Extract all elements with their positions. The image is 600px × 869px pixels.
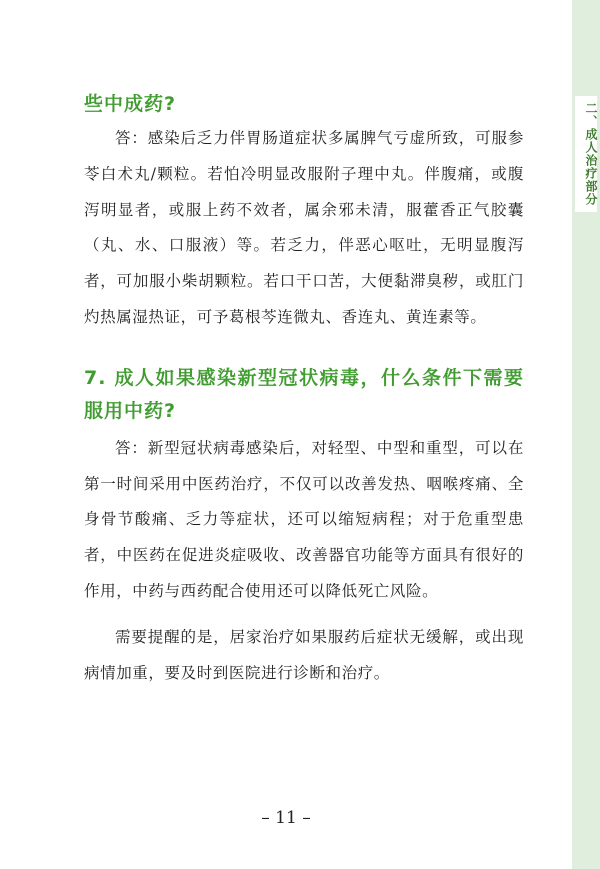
question-7-heading: 7. 成人如果感染新型冠状病毒，什么条件下需要服用中药? — [84, 366, 524, 422]
chapter-label: 二、成人治疗部分 — [575, 96, 597, 212]
question-7-answer: 答：新型冠状病毒感染后，对轻型、中型和重型，可以在第一时间采用中医药治疗，不仅可以改善发热、咽喉疼痛、全身骨节酸痛、乏力等症状，还可以缩短病程；对于危重型患者，中医药在促进炎症吸收、改善器官功能等方面具有很好的作用，中药与西药配合使用还可以降低死亡风险。 — [84, 438, 524, 600]
question-6-answer: 答：感染后乏力伴胃肠道症状多属脾气亏虚所致，可服参苓白术丸/颗粒。若怕冷明显改服附子理中丸。伴腹痛，或腹泻明显者，或服上药不效者，属余邪未清，服藿香正气胶囊（丸、水、口服液）等。若乏力，伴恶心呕吐，无明显腹泻者，可加服小柴胡颗粒。若口干口苦，大便黏滞臭秽，或肛门灼热属湿热证，可予葛根芩连微丸、香连丸、黄连素等。 — [84, 129, 524, 326]
question-6-heading-tail: 些中成药? — [84, 93, 177, 115]
page-number: – 11 – — [261, 808, 311, 828]
question-7-reminder: 需要提醒的是，居家治疗如果服药后症状无缓解，或出现病情加重，要及时到医院进行诊断和治疗。 — [84, 627, 524, 682]
chapter-side-tab — [572, 0, 600, 869]
page-content — [84, 88, 524, 691]
